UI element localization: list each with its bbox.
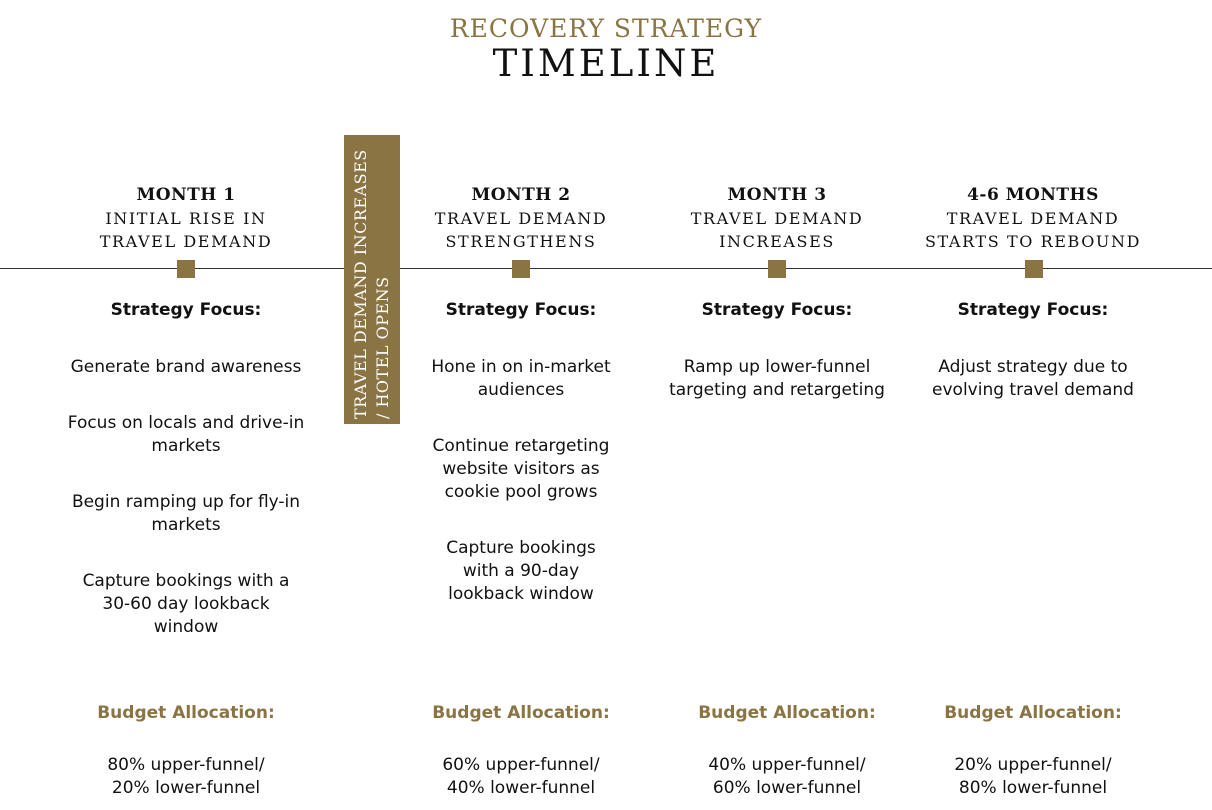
months-4-6-budget-upper: 20% upper-funnel/: [954, 755, 1112, 775]
months-4-6-phase-line2: STARTS TO REBOUND: [924, 232, 1142, 251]
month-1-label: MONTH 1: [136, 185, 236, 205]
month-2-heading: [406, 184, 636, 253]
months-4-6-strategy-item: Adjust strategy due to evolving travel demand: [932, 357, 1134, 400]
month-1-strategy-item: Generate brand awareness: [70, 357, 302, 377]
months-4-6-strategy-list: [913, 356, 1153, 435]
month-2-strategy-item: Capture bookings with a 90-day lookback window: [446, 538, 596, 604]
month-1-heading: [56, 184, 316, 253]
month-3-phase-line2: INCREASES: [719, 232, 835, 251]
month-3-budget-lower: 60% lower-funnel: [712, 778, 862, 798]
month-3-phase-line1: TRAVEL DEMAND: [690, 209, 864, 228]
month-2-phase-line2: STRENGTHENS: [445, 232, 597, 251]
month-1-strategy-item: Focus on locals and drive-in markets: [67, 413, 305, 456]
months-4-6-heading: [913, 184, 1153, 253]
months-4-6-budget: [918, 754, 1148, 800]
month-2-label: MONTH 2: [471, 185, 571, 205]
month-1-strategy-label: Strategy Focus:: [110, 300, 262, 320]
timeline-marker-months-4-6: [1025, 260, 1043, 278]
month-1-phase-line1: INITIAL RISE IN: [105, 209, 267, 228]
month-2-strategy-list: [416, 356, 626, 639]
month-2-strategy-item: Continue retargeting website visitors as cookie pool grows: [432, 436, 610, 502]
month-3-strategy-label: Strategy Focus:: [701, 300, 853, 320]
month-2-budget-lower: 40% lower-funnel: [446, 778, 596, 798]
month-1-budget-upper: 80% upper-funnel/: [107, 755, 265, 775]
month-3-label: MONTH 3: [727, 185, 827, 205]
month-1-strategy-list: [51, 356, 321, 672]
month-2-strategy-label: Strategy Focus:: [445, 300, 597, 320]
months-4-6-budget-label: Budget Allocation:: [944, 703, 1122, 723]
diagram-title: TIMELINE: [492, 42, 720, 85]
month-2-budget: [406, 754, 636, 800]
month-2-budget-label: Budget Allocation:: [432, 703, 610, 723]
months-4-6-phase-line1: TRAVEL DEMAND: [946, 209, 1120, 228]
month-3-strategy-item: Ramp up lower-funnel targeting and retargeting: [669, 357, 885, 400]
month-3-budget-upper: 40% upper-funnel/: [708, 755, 866, 775]
month-3-budget-label: Budget Allocation:: [698, 703, 876, 723]
month-1-budget: [56, 754, 316, 800]
months-4-6-strategy-label: Strategy Focus:: [957, 300, 1109, 320]
month-2-phase-line1: TRAVEL DEMAND: [434, 209, 608, 228]
month-3-strategy-list: [667, 356, 887, 435]
timeline-marker-month-3: [768, 260, 786, 278]
month-1-strategy-item: Capture bookings with a 30-60 day lookback window: [82, 571, 290, 637]
month-1-budget-lower: 20% lower-funnel: [111, 778, 261, 798]
month-3-heading: [662, 184, 892, 253]
month-1-phase-line2: TRAVEL DEMAND: [99, 232, 273, 251]
months-4-6-budget-lower: 80% lower-funnel: [958, 778, 1108, 798]
month-2-strategy-item: Hone in on in-market audiences: [431, 357, 611, 400]
month-2-budget-upper: 60% upper-funnel/: [442, 755, 600, 775]
month-3-budget: [672, 754, 902, 800]
month-1-strategy-item: Begin ramping up for fly-in markets: [71, 492, 301, 535]
diagram-subtitle: RECOVERY STRATEGY: [449, 14, 763, 43]
hotel-opens-banner-text: TRAVEL DEMAND INCREASES / HOTEL OPENS: [351, 149, 392, 419]
months-4-6-label: 4-6 MONTHS: [967, 185, 1099, 205]
timeline-marker-month-1: [177, 260, 195, 278]
timeline-marker-month-2: [512, 260, 530, 278]
hotel-opens-banner: [344, 135, 400, 424]
month-1-budget-label: Budget Allocation:: [97, 703, 275, 723]
